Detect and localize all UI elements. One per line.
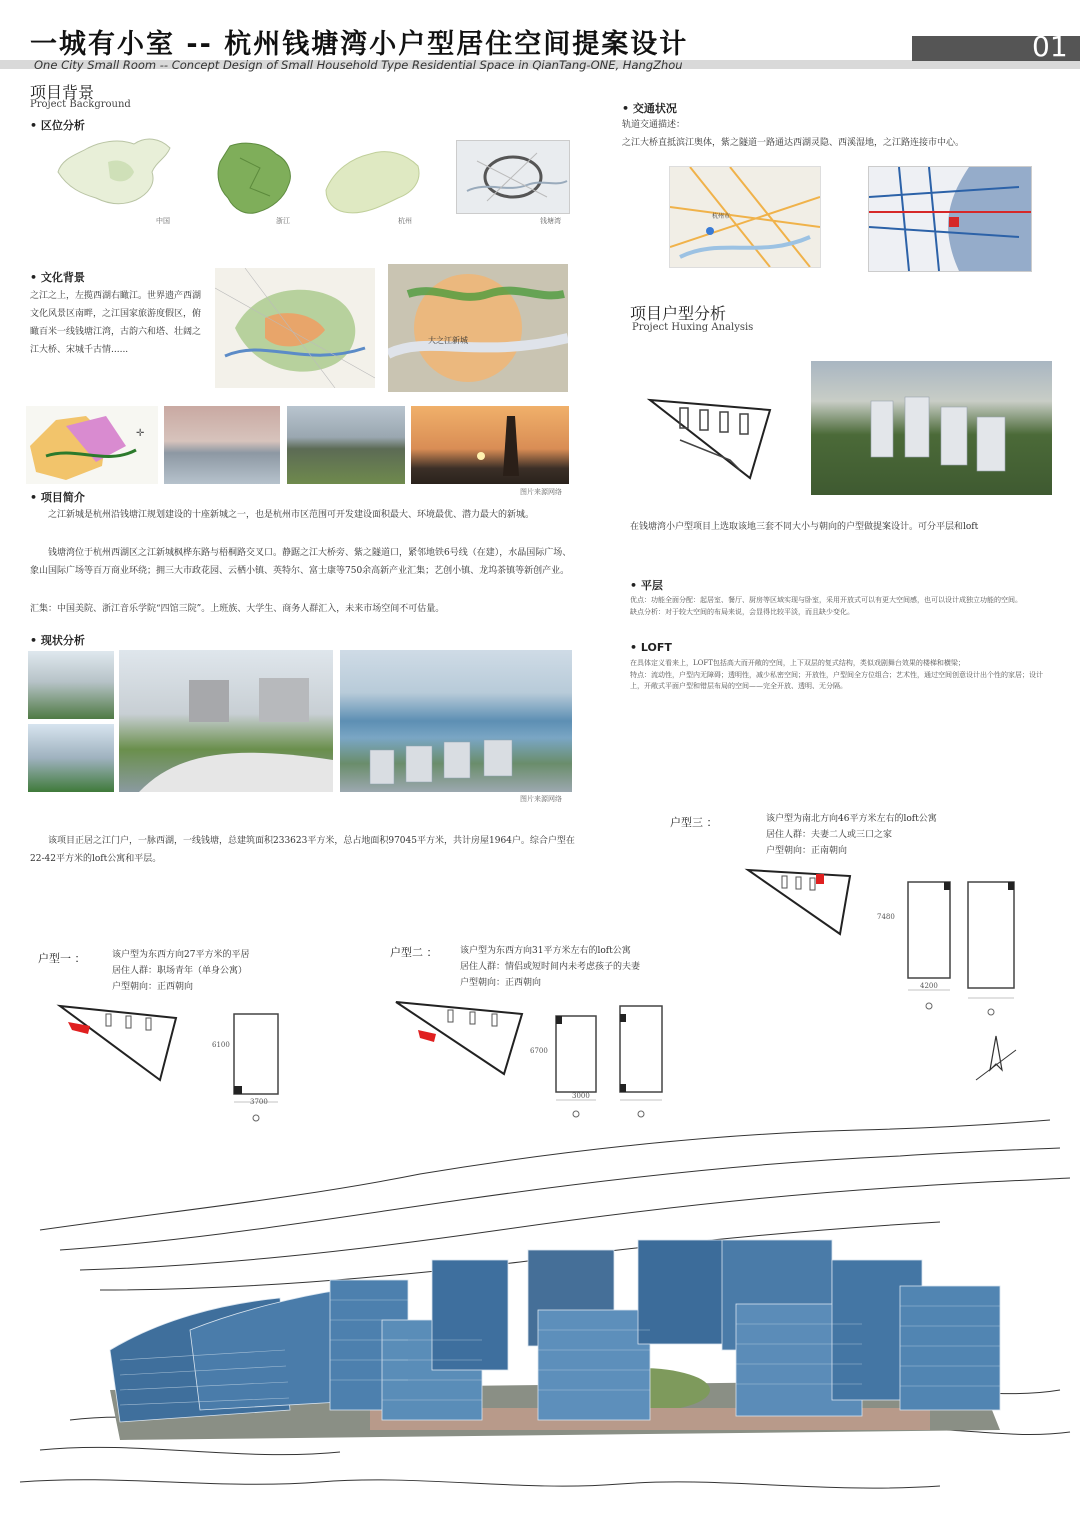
status-label: • 现状分析 xyxy=(30,634,85,647)
unit1-dim-h: 6100 xyxy=(212,1041,230,1049)
liuhe-pagoda-photo xyxy=(411,406,569,484)
unit2-line-3: 户型朝向：正西朝向 xyxy=(460,978,542,988)
site-photo-3 xyxy=(119,650,333,792)
unit3-dim-h: 7480 xyxy=(877,913,895,921)
unit3-label: 户型三 ： xyxy=(670,816,718,829)
hangzhou-map xyxy=(318,140,428,220)
culture-text: 之江之上，左揽西湖右瞰江。世界遗产西湖文化风景区南畔，之江国家旅游度假区，俯瞰百米一线钱塘江湾，古韵六和塔、壮阔之江大桥、宋城千古情...... xyxy=(30,291,202,355)
page-number: 01 xyxy=(1032,30,1068,63)
unit2-site-key xyxy=(392,996,532,1078)
site-photo-1 xyxy=(28,651,114,719)
unit2-line-1: 该户型为东西方向31平方米左右的loft公寓 xyxy=(460,946,631,956)
huxing-title: 项目户型分析 xyxy=(630,304,727,323)
site-plan-sketch xyxy=(630,360,800,494)
huxing-title-en: Project Huxing Analysis xyxy=(632,322,754,333)
source-note-2: 图片来源网络 xyxy=(520,795,562,803)
city-plan-map xyxy=(215,268,375,388)
unit3-line-3: 户型朝向：正南朝向 xyxy=(766,846,848,856)
loft-label: • LOFT xyxy=(630,641,672,654)
unit1-site-key xyxy=(56,1000,184,1084)
location-label: • 区位分析 xyxy=(30,119,85,132)
unit2-dim-h: 6700 xyxy=(530,1047,548,1055)
intro-label: • 项目简介 xyxy=(30,491,85,504)
unit1-dim-w: 3700 xyxy=(250,1098,268,1106)
unit1-line-2: 居住人群：职场青年（单身公寓） xyxy=(112,966,248,976)
traffic-map-label: 杭州市 xyxy=(712,213,731,220)
unit1-line-3: 户型朝向：正西朝向 xyxy=(112,982,194,992)
unit2-label: 户型二 ： xyxy=(390,946,438,959)
flat-text-1: 优点：功能全面分配：起居室、餐厅、厨房等区域实现与卧室，采用开放式可以有更大空间感，也可以设计成独立功能的空间。 xyxy=(630,596,1022,604)
intro-paragraph-1: 之江新城是杭州沿钱塘江规划建设的十座新城之一，也是杭州市区范围可开发建设面积最大、环境最优、潜力最大的新城。 xyxy=(48,510,535,520)
culture-label: • 文化背景 xyxy=(30,271,85,284)
academy-gate-photo xyxy=(287,406,405,484)
unit1-line-1: 该户型为东西方向27平方米的平居 xyxy=(112,950,250,960)
page-title: 一城有小室 -- 杭州钱塘湾小户型居住空间提案设计 xyxy=(30,29,689,60)
status-summary: 该项目正居之江门户，一脉西湖，一线钱塘，总建筑面积233623平方米，总占地面积97045平方米，共计房屋1964户。综合户型在22-42平方米的loft公寓和平层。 xyxy=(30,836,575,864)
china-map xyxy=(48,132,178,212)
traffic-line-2: 之江大桥直抵滨江奥体，紫之隧道一路通达西湖灵隐、西溪湿地，之江路连接市中心。 xyxy=(622,138,965,148)
loft-text-2: 特点：流动性，户型内无障碍；透明性，减少私密空间；开放性，户型间全方位组合；艺术性，通过空间创意设计出个性的家居；设计上，开敞式平面户型和错层布局的空间——完全开放、透明、无分隔。 xyxy=(630,671,1043,690)
page-subtitle: One City Small Room -- Concept Design of Small Household Type Residential Space in QianTang-ONE, HangZhou xyxy=(34,58,683,72)
traffic-road-map xyxy=(669,166,821,268)
unit2-line-2: 居住人群：情侣或短时间内未考虑孩子的夫妻 xyxy=(460,962,641,972)
intro-paragraph-2: 钱塘湾位于杭州西湖区之江新城枫桦东路与梧桐路交叉口。静踞之江大桥旁、紫之隧道口，紧邻地铁6号线（在建），水晶国际广场、象山国际广场等百万商业环绕；拥三大市政花园、云栖小镇、英特尔、富士康等750余高新产业汇集；艺创小镇、龙坞茶镇等新创产业。 xyxy=(30,548,572,576)
zhijiang-aerial-map xyxy=(388,264,568,392)
map-label-zhejiang: 浙江 xyxy=(276,217,290,225)
background-title-en: Project Background xyxy=(30,99,131,110)
map-label-hangzhou: 杭州 xyxy=(398,217,412,225)
huxing-desc: 在钱塘湾小户型项目上选取该地三套不同大小与朝向的户型做提案设计。可分平层和loft xyxy=(630,522,979,532)
unit2-dim-w: 3000 xyxy=(572,1092,590,1100)
zhejiang-map xyxy=(210,138,300,218)
traffic-route-map xyxy=(868,166,1032,272)
qiantangwan-map xyxy=(456,140,570,214)
hero-building-render xyxy=(0,1090,1080,1526)
unit3-line-2: 居住人群：夫妻二人或三口之家 xyxy=(766,830,893,840)
traffic-label: • 交通状况 xyxy=(622,102,677,115)
source-note-1: 图片来源网络 xyxy=(520,488,562,496)
svg-text:✛: ✛ xyxy=(136,428,145,439)
unit1-label: 户型一 ： xyxy=(38,952,86,965)
flat-label: • 平层 xyxy=(630,579,663,592)
map-label-qiantangwan: 钱塘湾 xyxy=(540,217,561,225)
loft-text-1: 在具体定义看来上，LOFT包括高大而开敞的空间，上下双层的复式结构，类似戏剧舞台效果的楼梯和横梁； xyxy=(630,659,965,667)
map-tag: 大之江新城 xyxy=(428,336,468,345)
unit3-dim-w: 4200 xyxy=(920,982,938,990)
north-arrow-icon xyxy=(966,1030,1026,1094)
intro-paragraph-3: 汇集：中国美院、浙江音乐学院“四馆三院”。上班族、大学生、商务人群汇入，未来市场空间不可估量。 xyxy=(30,604,445,614)
traffic-line-1: 轨道交通描述： xyxy=(622,120,686,130)
site-aerial-photo xyxy=(340,650,572,792)
site-photo-2 xyxy=(28,724,114,792)
district-zoning-map xyxy=(26,406,158,484)
map-label-china: 中国 xyxy=(156,217,170,225)
westlake-photo xyxy=(164,406,280,484)
unit3-floorplan xyxy=(888,872,1034,1020)
flat-text-2: 缺点分析：对于较大空间的布局来说，会显得比较平淡，而且缺少变化。 xyxy=(630,608,854,616)
unit3-line-1: 该户型为南北方向46平方米左右的loft公寓 xyxy=(766,814,937,824)
project-rendering xyxy=(811,361,1052,495)
background-title: 项目背景 xyxy=(30,83,95,102)
unit3-site-key xyxy=(742,862,860,940)
